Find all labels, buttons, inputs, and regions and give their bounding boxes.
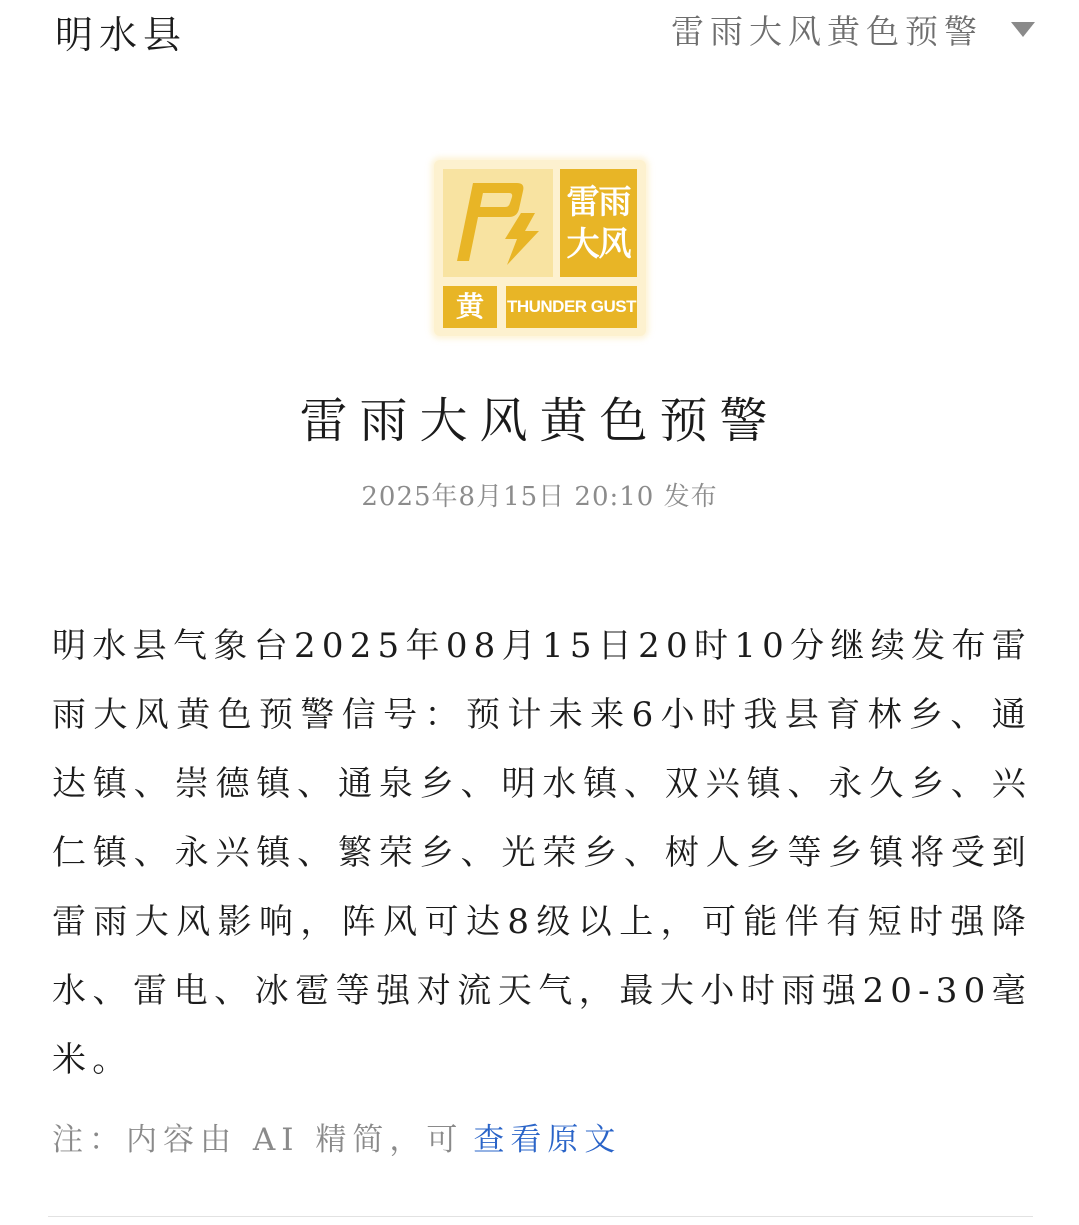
- badge-level-label: 黄: [443, 286, 497, 328]
- ai-note: [52, 1114, 621, 1159]
- badge-type-line1: 雷雨: [566, 182, 631, 221]
- thunder-gust-flag-icon: [443, 169, 553, 277]
- badge-type-label: [560, 169, 637, 277]
- badge-flag-panel: [443, 169, 553, 277]
- chevron-down-icon[interactable]: [1011, 22, 1035, 37]
- header-bar: [0, 0, 1079, 60]
- county-name: 明水县: [55, 13, 188, 57]
- warning-badge: [434, 160, 646, 336]
- bottom-divider: [48, 1216, 1033, 1217]
- warning-content: 明水县气象台2025年08月15日20时10分继续发布雷雨大风黄色预警信号：预计未来6小时我县育林乡、通达镇、崇德镇、通泉乡、明水镇、双兴镇、永久乡、兴仁镇、永兴镇、繁荣乡、光荣乡、树人乡等乡镇将受到雷雨大风影响，阵风可达8级以上，可能伴有短时强降水、雷电、冰雹等强对流天气，最大小时雨强20-30毫米。: [52, 626, 1032, 1080]
- badge-english-label: THUNDER GUST: [506, 286, 637, 328]
- warning-selector[interactable]: [671, 6, 1035, 53]
- badge-type-line2: 大风: [566, 224, 631, 263]
- publish-time: 2025年8月15日 20:10 发布: [361, 482, 718, 512]
- view-original-link[interactable]: 查看原文: [473, 1122, 622, 1158]
- ai-note-text: 注：内容由 AI 精简，可: [52, 1122, 464, 1158]
- warning-selector-label[interactable]: 雷雨大风黄色预警: [671, 12, 983, 51]
- warning-title: 雷雨大风黄色预警: [299, 393, 780, 449]
